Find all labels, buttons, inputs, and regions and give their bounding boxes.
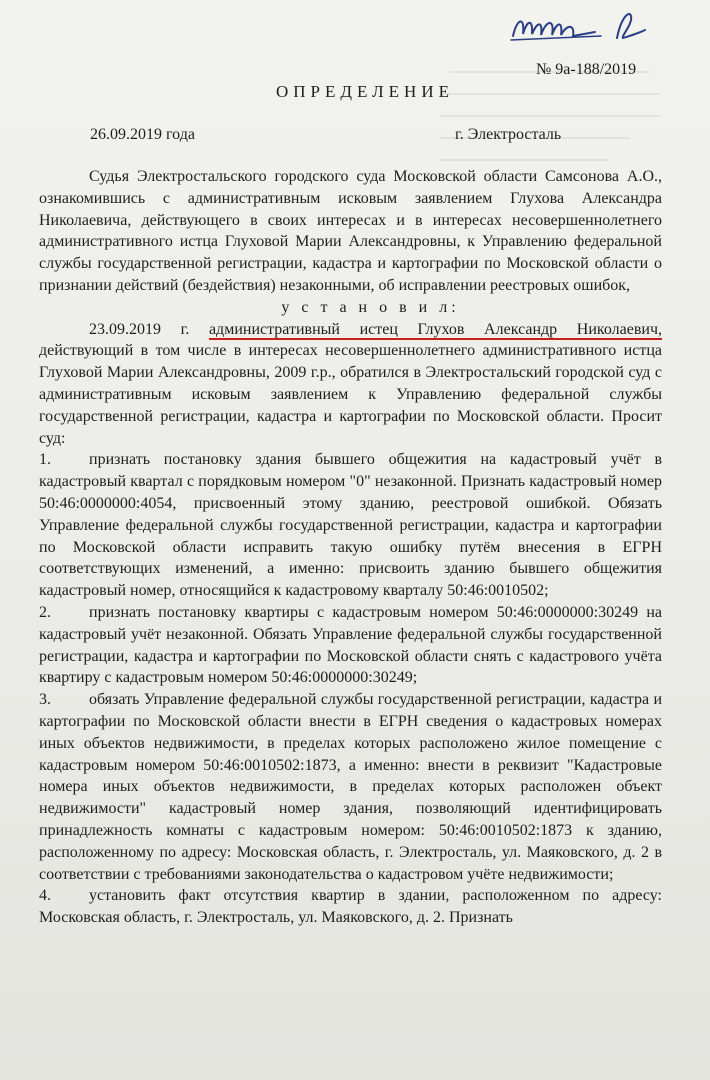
underlined-claimant: административный истец Глухов Александр Николаевич, <box>208 320 662 338</box>
item-text: признать постановку здания бывшего общежития на кадастровый учёт в кадастровый квартал с порядковым номером "0" незаконной. Признать кадастровый номер 50:46:0000000:4054, присвоенный этому зданию, реестровой ошибкой. Обязать Управление федеральной службы государственной регистрации, кадастра и картографии по Московской области исправить такую ошибку путём внесения в ЕГРН соответствующих изменений, а именно: присвоить зданию бывшего общежития кадастровый номер, относящийся к кадастровому кварталу 50:46:0010502; <box>39 451 662 600</box>
list-item <box>39 602 662 689</box>
list-item <box>39 449 662 602</box>
item-text: обязать Управление федеральной службы государственной регистрации, кадастра и картографии по Московской области внести в ЕГРН сведения о кадастровых номерах иных объектов недвижимости, в пределах которых расположено жилое помещение с кадастровым номером 50:46:0010502:1873, а именно: внести в реквизит "Кадастровые номера иных объектов недвижимости, в пределах которых расположен объект недвижимости" кадастровый номер здания, позволяющий идентифицировать принадлежность комнаты с кадастровым номером: 50:46:0010502:1873 к зданию, расположенному по адресу: Московская область, г. Электросталь, ул. Маяковского, д. 2 в соответствии с требованиями законодательства о кадастровом учёте недвижимости; <box>39 691 662 883</box>
item-number: 4. <box>39 887 51 905</box>
handwritten-signature <box>505 6 665 46</box>
case-number: № 9а-188/2019 <box>536 61 637 78</box>
intro-paragraph: Судья Электростальского городского суда Московской области Самсонова А.О., ознакомившись с административным исковым заявлением Глухова Александра Николаевича, действующего в своих интересах и в интересах несовершеннолетнего административного истца Глуховой Марии Александровны, к Управлению федеральной службы государственной регистрации, кадастра и картографии по Московской области о признании действий (бездействия) незаконными, об исправлении реестровых ошибок, <box>39 168 662 294</box>
claim-text: действующий в том числе в интересах несовершеннолетнего административного истца Глуховой Марии Александровны, 2009 г.р., обратился в Электростальский городской суд с административным исковым заявлением к Управлению федеральной службы государственной регистрации, кадастра и картографии по Московской области. Просит суд: <box>39 342 662 447</box>
document-title: ОПРЕДЕЛЕНИЕ <box>275 82 454 101</box>
established-heading: у с т а н о в и л: <box>281 298 460 316</box>
item-text: установить факт отсутствия квартир в здании, расположенном по адресу: Московская область, г. Электросталь, ул. Маяковского, д. 2. Признать <box>39 887 662 927</box>
document-body <box>39 166 662 929</box>
item-text: признать постановку квартиры с кадастровым номером 50:46:0000000:30249 на кадастровый учёт незаконной. Обязать Управление федеральной службы государственной регистрации, кадастра и картографии по Московской области снять с кадастрового учёта квартиру с кадастровым номером 50:46:0000000:30249; <box>39 603 662 687</box>
list-item <box>39 885 662 929</box>
document-date: 26.09.2019 года <box>90 126 195 143</box>
item-number: 3. <box>39 691 51 709</box>
document-city: г. Электросталь <box>455 126 562 143</box>
claim-date: 23.09.2019 г. <box>89 320 209 338</box>
claim-paragraph <box>39 319 662 450</box>
item-number: 2. <box>39 603 51 621</box>
list-item <box>39 689 662 885</box>
item-number: 1. <box>39 451 51 469</box>
